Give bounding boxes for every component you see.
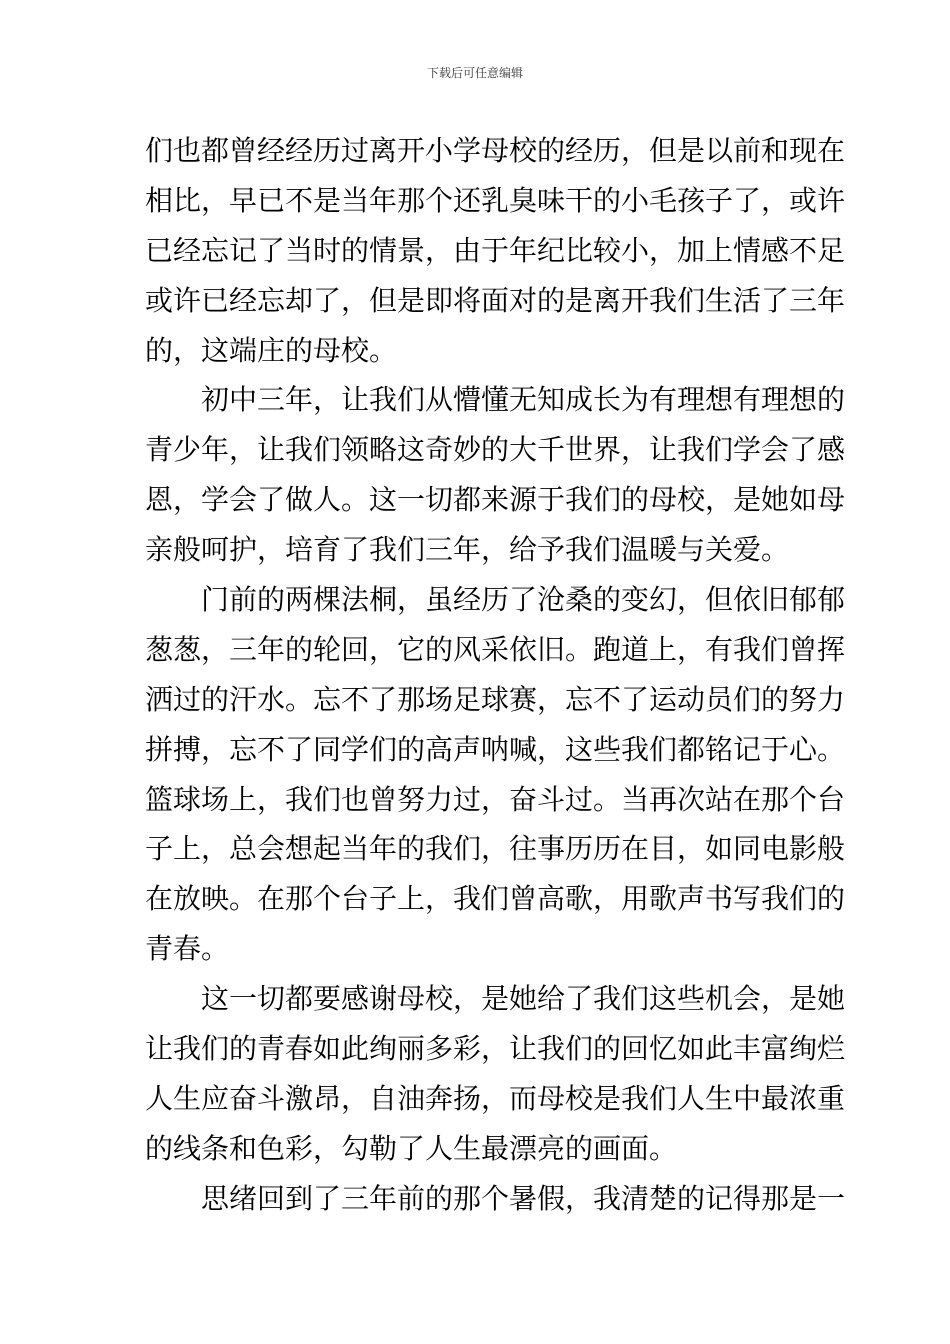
text-line: 拼搏，忘不了同学们的高声呐喊，这些我们都铭记于心。 xyxy=(145,732,846,766)
text-line: 相比，早已不是当年那个还乳臭味干的小毛孩子了，或许 xyxy=(145,183,846,217)
text-line: 初中三年，让我们从懵懂无知成长为有理想有理想的 xyxy=(201,383,846,417)
text-line: 亲般呵护，培育了我们三年，给予我们温暖与关爱。 xyxy=(145,533,790,567)
text-line: 们也都曾经经历过离开小学母校的经历，但是以前和现在 xyxy=(145,134,846,167)
paragraph xyxy=(145,1174,846,1224)
text-line: 在放映。在那个台子上，我们曾高歌，用歌声书写我们的 xyxy=(145,882,846,916)
paragraph xyxy=(145,974,846,1174)
paragraph xyxy=(145,375,846,575)
paragraph xyxy=(145,126,846,375)
text-line: 篮球场上，我们也曾努力过，奋斗过。当再次站在那个台 xyxy=(145,782,846,816)
text-line: 的线条和色彩，勾勒了人生最漂亮的画面。 xyxy=(145,1131,678,1165)
page-header: 下载后可任意编辑 xyxy=(426,66,523,80)
text-line: 人生应奋斗激昂，自油奔扬，而母校是我们人生中最浓重 xyxy=(145,1081,846,1115)
text-line: 子上，总会想起当年的我们，往事历历在目，如同电影般 xyxy=(145,832,846,866)
text-line: 门前的两棵法桐，虽经历了沧桑的变幻，但依旧郁郁 xyxy=(201,583,846,617)
text-line: 洒过的汗水。忘不了那场足球赛，忘不了运动员们的努力 xyxy=(145,682,846,716)
text-line: 或许已经忘却了，但是即将面对的是离开我们生活了三年 xyxy=(145,283,846,317)
text-line: 青少年，让我们领略这奇妙的大千世界，让我们学会了感 xyxy=(145,433,846,467)
paragraph xyxy=(145,575,846,974)
text-line: 思绪回到了三年前的那个暑假，我清楚的记得那是一 xyxy=(201,1181,846,1215)
text-line: 让我们的青春如此绚丽多彩，让我们的回忆如此丰富绚烂 xyxy=(145,1032,846,1066)
text-line: 恩，学会了做人。这一切都来源于我们的母校，是她如母 xyxy=(145,483,846,517)
text-line: 青春。 xyxy=(145,932,230,966)
text-line: 葱葱，三年的轮回，它的风采依旧。跑道上，有我们曾挥 xyxy=(145,632,846,666)
document-body xyxy=(145,126,846,1224)
text-line: 已经忘记了当时的情景，由于年纪比较小，加上情感不足 xyxy=(145,233,846,267)
text-line: 这一切都要感谢母校，是她给了我们这些机会，是她 xyxy=(201,982,846,1016)
text-line: 的，这端庄的母校。 xyxy=(145,333,398,367)
